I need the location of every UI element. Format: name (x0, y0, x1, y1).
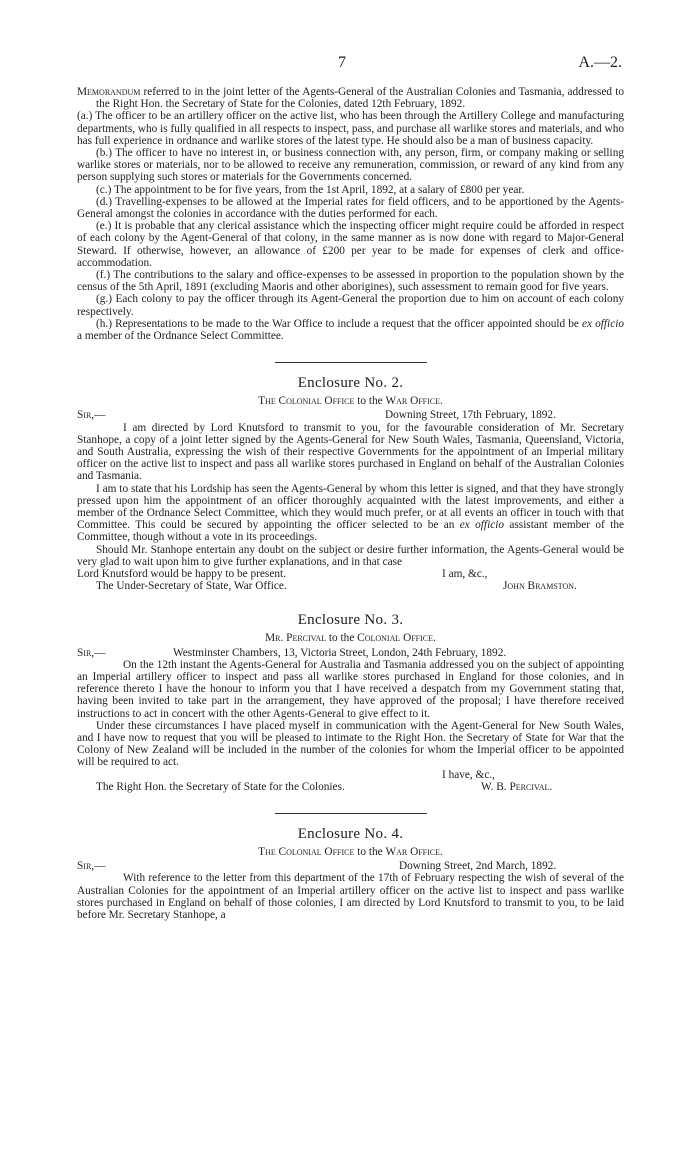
memorandum-item-a: (a.) The officer to be an artillery officer on the active list, who has been through the Artillery College and manufacturing departments, who is fully qualified in all respects to inspect, pass, and purchase all warlike stores and materials, and who has full experience in ordnance and warlike stores of the latest type. He should also be a man of business capacity. (77, 110, 624, 147)
enclosure-2-closing-row (77, 568, 624, 580)
memorandum-section (77, 86, 624, 342)
enclosure-2-salutation-row (77, 409, 624, 421)
enclosure-4-route: The Colonial Office to the War Office. (258, 846, 443, 859)
page-number: 7 (338, 54, 346, 71)
enclosure-4-salutation-row (77, 860, 624, 872)
memorandum-item-c: (c.) The appointment to be for five years, from the 1st April, 1892, at a salary of £800 per year. (96, 183, 525, 196)
letter-address: Downing Street, 17th February, 1892. (385, 409, 556, 422)
enclosure-3-title: Enclosure No. 3. (297, 612, 404, 629)
page-header (0, 54, 700, 74)
memorandum-item-e: (e.) It is probable that any clerical assistance which the inspecting officer might require could be afforded in respect of each colony by the Agent-General of that colony, in the same manner as is now done with regard to Major-General Steward. If otherwise, however, an allowance of £200 per year to be made for expenses of clerk and office-accommodation. (77, 220, 624, 269)
enclosure-3-paragraph-2: Under these circumstances I have placed myself in communication with the Agent-General for New South Wales, and I have now to request that you will be pleased to intimate to the Right Hon. the Secretary of State for War that the Colony of New Zealand will be included in the number of the colonies for whom the Imperial officer to be appointed will be required to act. (77, 719, 624, 769)
enclosure-2-title: Enclosure No. 2. (297, 375, 404, 392)
enclosure-2 (77, 375, 624, 592)
letter-address: Westminster Chambers, 13, Victoria Street, London, 24th February, 1892. (173, 646, 507, 659)
memorandum-heading (77, 86, 624, 110)
salutation: Sir,— (77, 860, 106, 873)
memorandum-item-h: (h.) Representations to be made to the War Office to include a request that the officer appointed should be ex officio a member of the Ordnance Select Committee. (77, 317, 625, 343)
enclosure-4 (77, 826, 624, 921)
addressee: The Right Hon. the Secretary of State for the Colonies. (96, 780, 345, 793)
enclosure-4-title: Enclosure No. 4. (297, 826, 404, 843)
enclosure-2-paragraph-3: Should Mr. Stanhope entertain any doubt on the subject or desire further information, the Agents-General would be very glad to wait upon him to give further explanations, and in that case (77, 543, 624, 568)
memorandum-item-d: (d.) Travelling-expenses to be allowed at the Imperial rates for field officers, and to be apportioned by the Agents-General amongst the colonies in accordance with the duties performed for each. (77, 195, 624, 221)
salutation: Sir,— (77, 646, 106, 659)
memorandum-item-f: (f.) The contributions to the salary and office-expenses to be assessed in proportion to the population shown by the census of the 5th April, 1891 (excluding Maoris and other aborigines), such assessment to remain good for five years. (77, 269, 624, 294)
enclosure-3-salutation-row (77, 647, 624, 659)
enclosure-3-closing-row (77, 769, 624, 781)
memorandum-item-b: (b.) The officer to have no interest in, or business connection with, any person, firm, or company making or selling warlike stores or materials, nor to be allowed to receive any remuneration, commission, or reward of any kind from any person supplying such stores or materials for the Governments concerned. (77, 147, 624, 184)
memorandum-item-g: (g.) Each colony to pay the officer through its Agent-General the proportion due to him on account of each colony respectively. (77, 293, 624, 318)
enclosure-3-paragraph-1: On the 12th instant the Agents-General for Australia and Tasmania addressed you on the subject of appointing an Imperial artillery officer to inspect and pass all warlike stores purchased in England for those colonies, and in reference thereto I have the honour to inform you that I have received a despatch from my Government stating that, having been invited to take part in the arrangement, they have approved of the proposal; I have therefore received instructions to act in concert with the other Agents-General to give effect to it. (77, 658, 624, 720)
memorandum-intro: referred to in the joint letter of the Agents-General of the Australian Colonies and Tasmania, addressed to the Right Hon. the Secretary of State for the Colonies, dated 12th February, 1892. (96, 86, 624, 111)
enclosure-4-paragraph-1: With reference to the letter from this department of the 17th of February respecting the wish of several of the Australian Colonies for the appointment of an Imperial artillery officer on the active list to inspect and pass warlike stores purchased in England on behalf of those colonies, I am directed by Lord Knutsford to transmit to you, to be laid before Mr. Secretary Stanhope, a (77, 872, 624, 922)
signature: W. B. Percival. (481, 780, 553, 793)
salutation: Sir,— (77, 409, 106, 422)
document-reference: A.—2. (578, 54, 622, 71)
memorandum-lead: Memorandum (77, 86, 141, 98)
signature: John Bramston. (503, 580, 577, 593)
closing: I am, &c., (442, 568, 488, 581)
closing: I have, &c., (442, 768, 496, 781)
addressee: The Under-Secretary of State, War Office. (96, 580, 287, 593)
page-content (77, 86, 624, 921)
enclosure-3-signature-row (77, 781, 624, 793)
enclosure-2-signature-row (77, 580, 624, 592)
letter-address: Downing Street, 2nd March, 1892. (399, 860, 557, 873)
enclosure-2-route: The Colonial Office to the War Office. (258, 395, 443, 408)
enclosure-2-paragraph-2: I am to state that his Lordship has seen the Agents-General by whom this letter is signed, and that they have strongly pressed upon him the appointment of an officer thoroughly acquainted with the latest improvements, and either a member of the Ordnance Select Committee, which they would much prefer, or at all events an officer in touch with that Committee. This could be secured by appointing the officer selected to be an ex officio assistant member of the Committee, though without a vote in its proceedings. (77, 482, 624, 544)
enclosure-3-route: Mr. Percival to the Colonial Office. (265, 632, 436, 645)
enclosure-2-paragraph-1: I am directed by Lord Knutsford to transmit to you, for the favourable consideration of Mr. Secretary Stanhope, a copy of a joint letter signed by the Agents-General for New South Wales, Tasmania, Queensland, Victoria, and South Australia, expressing the wish of their respective Governments for the appointment of an Imperial military officer on the active list to inspect and pass all warlike stores purchased in England on behalf of the Australian Colonies and Tasmania. (77, 421, 624, 483)
enclosure-3 (77, 612, 624, 793)
paragraph-3-last-line: Lord Knutsford would be happy to be present. (77, 568, 286, 581)
